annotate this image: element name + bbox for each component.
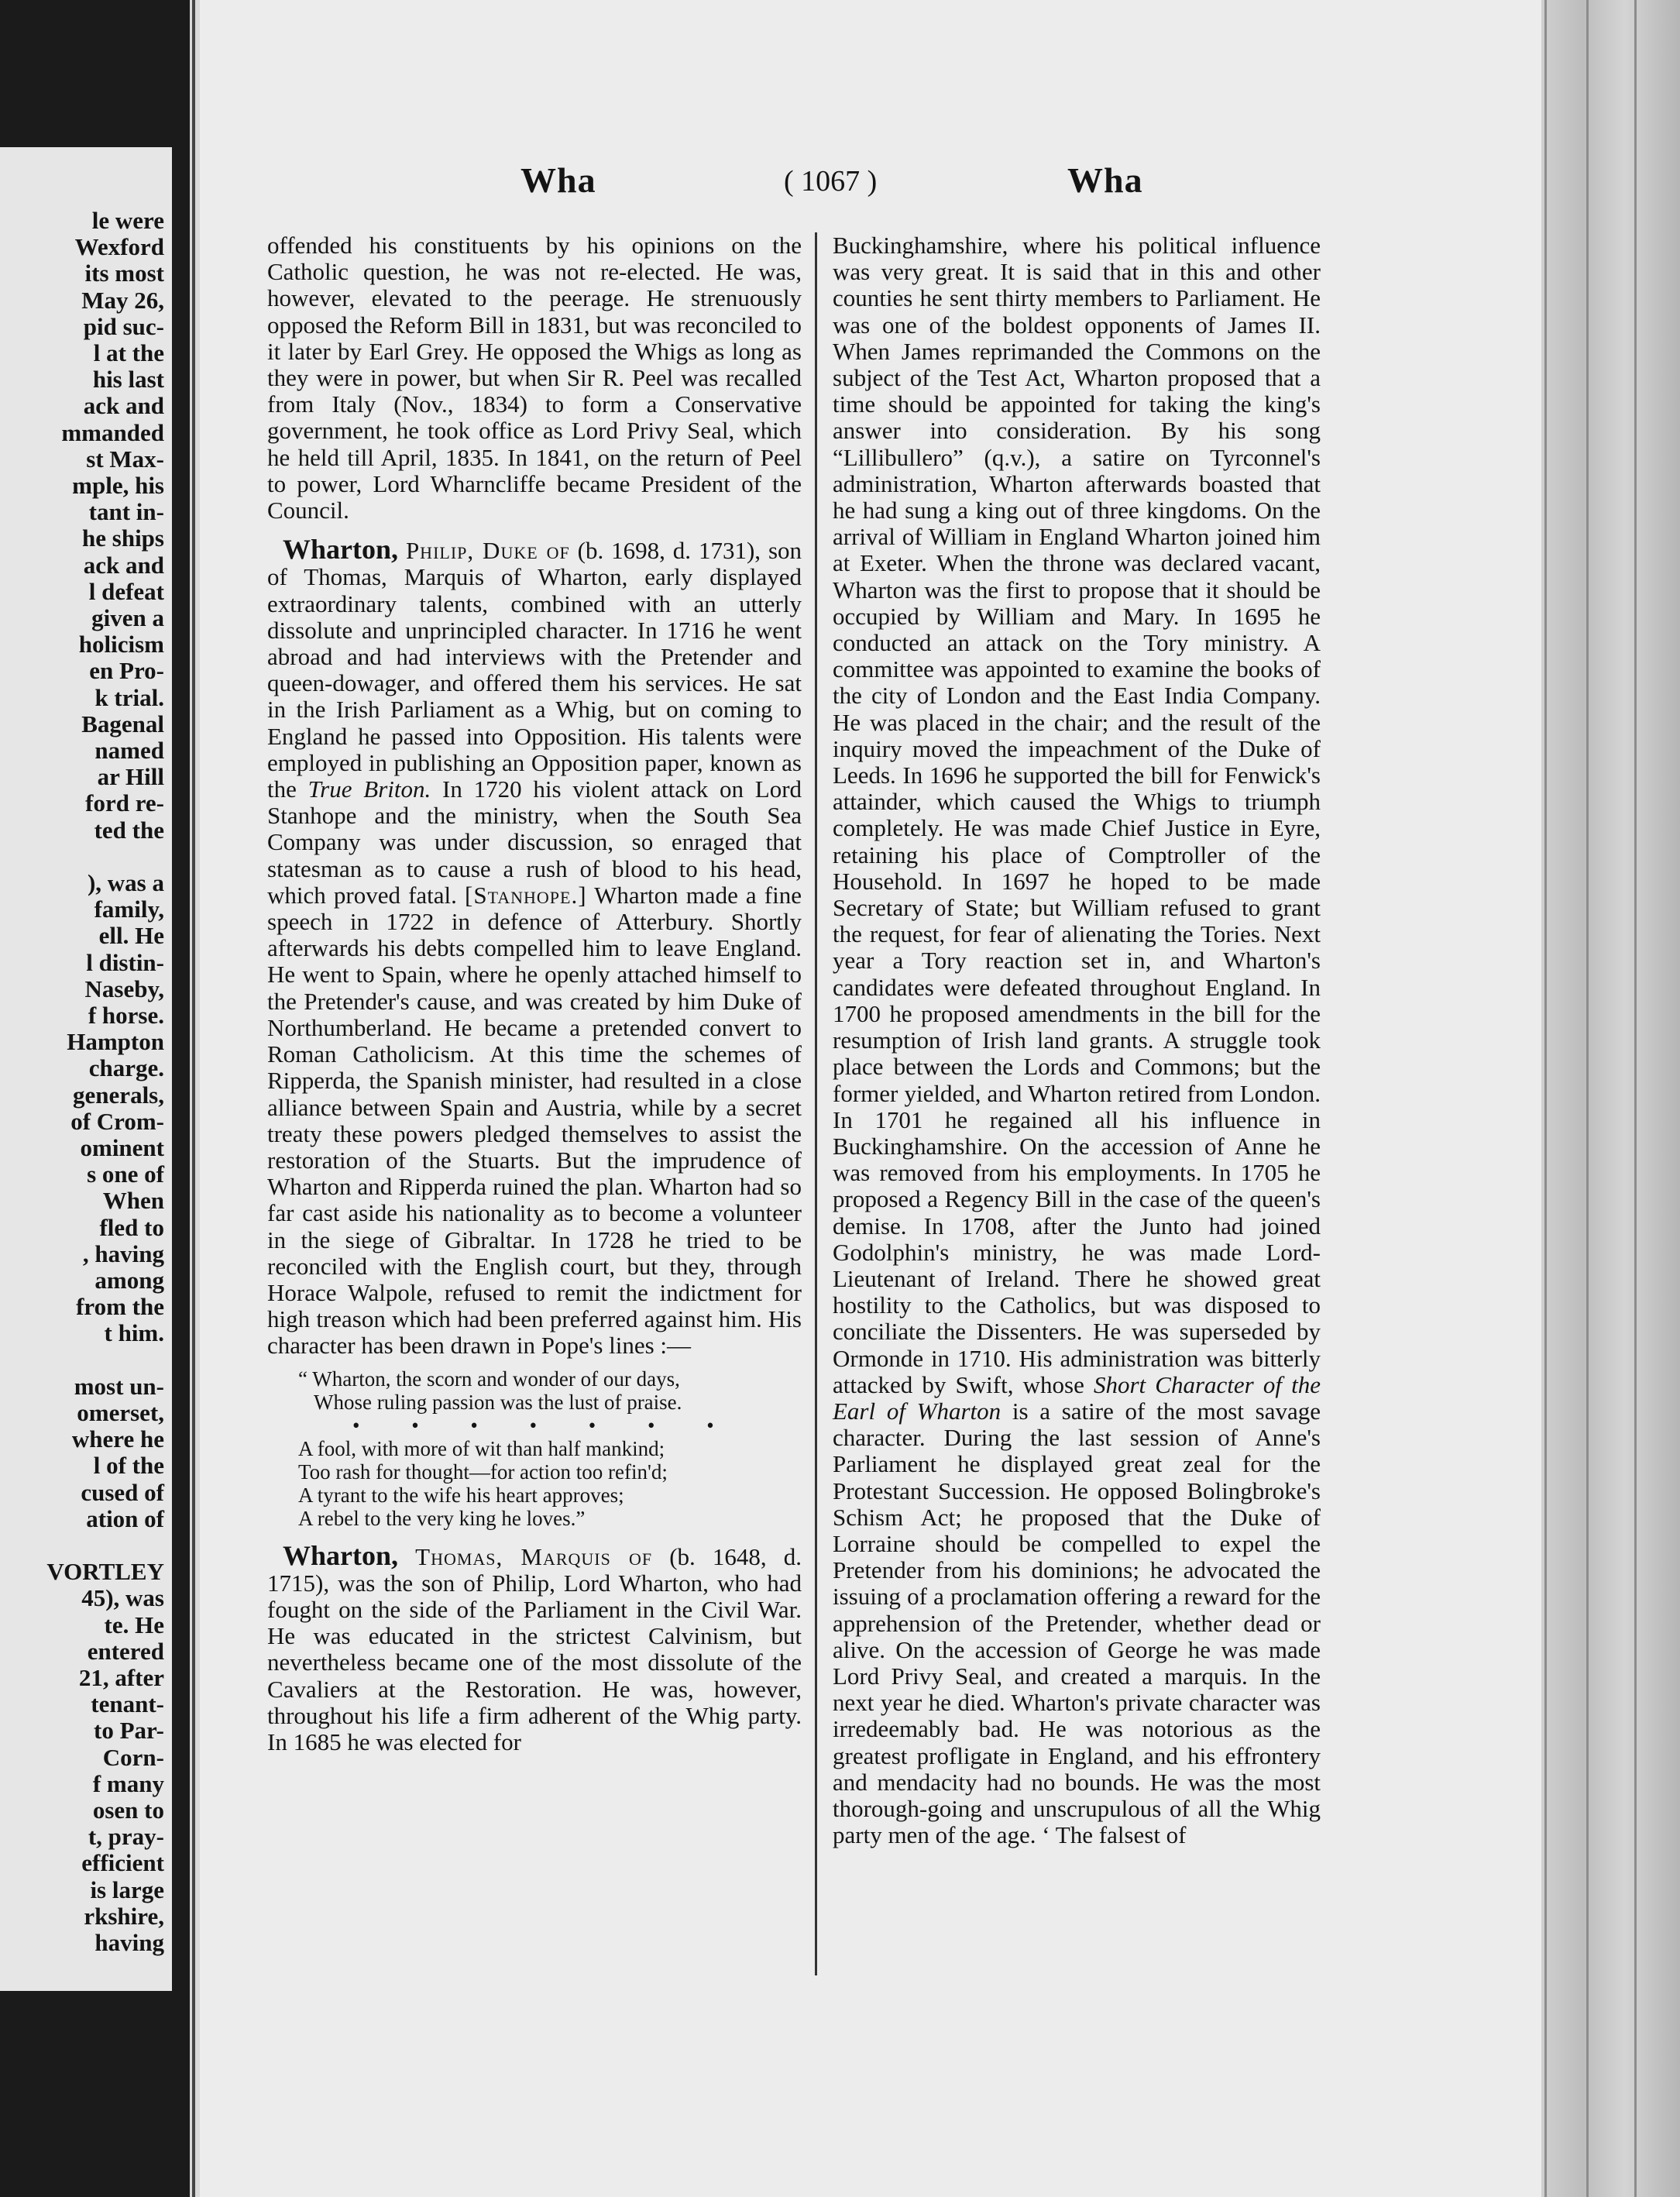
facing-page-line: tenant- bbox=[91, 1690, 164, 1718]
facing-page-line: having bbox=[94, 1929, 164, 1956]
swift-work-title: Short Character of the Earl of Wharton bbox=[833, 1370, 1321, 1425]
facing-page-line: s one of bbox=[87, 1160, 164, 1188]
facing-page-line: named bbox=[94, 737, 164, 764]
verse-line: A tyrant to the wife his heart approves; bbox=[298, 1483, 624, 1507]
paper-title: True Briton. bbox=[307, 775, 431, 803]
facing-page-line: tant in- bbox=[88, 498, 164, 526]
entry-text: was the son of Philip, Lord Wharton, who had fought on the side of the Parliament in the Civil War. He was educated in the strictest Calvinism, but nevertheless became one of the most dissolute of the Cavaliers at the Restoration. He was, however, throughout his life a firm adherent of the Whig party. In 1685 he was elected for bbox=[267, 1569, 802, 1755]
facing-page-line: Naseby, bbox=[84, 975, 164, 1002]
verse-line: A fool, with more of wit than half mankind; bbox=[298, 1436, 665, 1460]
facing-page-line: ack and bbox=[83, 551, 164, 579]
facing-page-line: where he bbox=[71, 1425, 164, 1453]
facing-page-line: Hampton bbox=[67, 1028, 164, 1056]
facing-page-line: of Crom- bbox=[70, 1107, 164, 1135]
facing-page-line: ell. He bbox=[98, 922, 164, 950]
entry-text: Buckinghamshire, where his political influence was very great. It is said that in this and other counties he sent thirty members to Parliament. He was one of the boldest opponents of James II. When James reprimanded the Commons on the subject of the Test Act, Wharton proposed that a time should be appointed for taking the king's answer into consideration. By his song “Lillibullero” (q.v.), a satire on Tyrconnel's administration, Wharton afterwards boasted that he had sung a king out of three kingdoms. On the arrival of William in England Wharton joined him at Exeter. When the throne was declared vacant, Wharton was the first to propose that it should be occupied by William and Mary. In 1695 he conducted an attack on the Tory ministry. A committee was appointed to examine the books of the city of London and the East India Company. He was placed in the chair; and the result of the inquiry moved the impeachment of the Duke of Leeds. In 1696 he supported the bill for Fenwick's attainder, which caused the Whigs to triumph completely. He was made Chief Justice in Eyre, retaining his place of Comptroller of the Household. In 1697 he hoped to be made Secretary of State; but William refused to grant the request, for fear of alienating the Tories. Next year a Tory reaction set in, and Wharton's candidates were defeated throughout England. In 1700 he proposed amendments in the bill for the resumption of Irish land grants. A struggle took place between the Lords and Commons; but the former yielded, and Wharton retired from London. In 1701 he regained all his influence in Buckinghamshire. On the accession of Anne he was removed from his employments. In 1705 he proposed a Regency Bill in the case of the queen's demise. In 1708, after the Junto had joined Godolphin's ministry, he was made Lord-Lieutenant of Ireland. There he showed great hostility to the Catholics, but was disposed to conciliate the Dissenters. He was superseded by Ormonde in 1710. His administration was bitterly attacked by Swift, whose bbox=[833, 232, 1321, 1398]
facing-page-line: te. He bbox=[104, 1611, 164, 1638]
column-divider bbox=[815, 232, 817, 1975]
facing-page-line: to Par- bbox=[94, 1717, 164, 1745]
verse-line: “ Wharton, the scorn and wonder of our days, bbox=[298, 1367, 680, 1391]
facing-page-line: ford re- bbox=[85, 789, 164, 817]
verse-line: A rebel to the very king he loves.” bbox=[298, 1506, 586, 1530]
facing-page-line: ominent bbox=[80, 1134, 164, 1161]
facing-page-line: st Max- bbox=[86, 445, 164, 473]
facing-page-line: given a bbox=[91, 604, 164, 631]
facing-page-line: entered bbox=[87, 1637, 164, 1665]
pope-verse bbox=[298, 1367, 802, 1530]
entry-dates: (b. 1698, d. 1731), bbox=[577, 537, 761, 565]
facing-page-line: cused of bbox=[81, 1478, 164, 1506]
facing-page-line: his last bbox=[92, 366, 164, 394]
facing-page-line: is large bbox=[90, 1876, 164, 1903]
facing-page-line: he ships bbox=[82, 524, 164, 552]
running-head-left: Wha bbox=[520, 160, 596, 200]
entry-text: is a satire of the most savage character. During the last session of Anne's Parliament he displayed great zeal for the Protestant Succession. He opposed Bolingbroke's Schism Act; he proposed that the Duke of Lorraine should be compelled to expel the Pretender from his dominions; he advocated the issuing of a proclamation offering a reward for the apprehension of the Pretender, whether dead or alive. On the accession of George he was made Lord Privy Seal, and created a marquis. In the next year he died. Wharton's private character was irredeemably bad. He was notorious as the greatest profligate in England, and his effrontery and mendacity had no bounds. He was the most thorough-going and unscrupulous of all the Whig party men of the age. ‘ The falsest of bbox=[833, 1397, 1321, 1849]
entry-headword: Wharton, bbox=[283, 1539, 399, 1571]
facing-page-line: osen to bbox=[92, 1796, 164, 1824]
entry-text: Wharton made a fine speech in 1722 in defence of Atterbury. Shortly afterwards his debts compelled him to leave England. He went to Spain, where he openly attached himself to the Pretender's cause, and was created by him Duke of Northumberland. He became a pretended convert to Roman Catholicism. At this time the schemes of Ripperda, the Spanish minister, had resulted in a close alliance between Spain and Austria, while by a secret treaty these powers pledged themselves to assist the restoration of the Stuarts. But the imprudence of Wharton and Ripperda ruined the plan. Wharton had so far cast aside his nationality as to become a volunteer in the siege of Gibraltar. In 1728 he tried to be reconciled with the English court, but they, through Horace Walpole, refused to remit the indictment for high treason which had been preferred against him. His character has been drawn in Pope's lines :— bbox=[267, 881, 802, 1360]
facing-page-line: holicism bbox=[78, 631, 164, 658]
facing-page-line: l of the bbox=[93, 1452, 164, 1480]
page-number: ( 1067 ) bbox=[784, 165, 878, 198]
page-gutter bbox=[192, 0, 195, 2197]
facing-page-line: ted the bbox=[94, 816, 164, 844]
facing-page-line: from the bbox=[76, 1293, 164, 1321]
facing-page-line: omerset, bbox=[77, 1399, 164, 1426]
entry-thomas-continued bbox=[833, 232, 1321, 1848]
verse-ellipsis: • • • • • • • bbox=[352, 1413, 737, 1437]
entry-title: Thomas, Marquis of bbox=[415, 1542, 653, 1570]
facing-page-line: ar Hill bbox=[97, 763, 164, 791]
facing-page-line: , having bbox=[82, 1239, 164, 1267]
facing-page-line: l at the bbox=[93, 339, 164, 366]
cross-reference: [Stanhope.] bbox=[465, 881, 587, 909]
facing-page-line: family, bbox=[94, 896, 164, 923]
facing-page-line: among bbox=[94, 1267, 164, 1294]
facing-page-line: mple, his bbox=[72, 472, 164, 499]
facing-page-line: 45), was bbox=[81, 1584, 164, 1612]
facing-page-line: ), was a bbox=[87, 869, 164, 896]
facing-page-line: VORTLEY bbox=[46, 1558, 164, 1586]
facing-page-line: mmanded bbox=[61, 418, 164, 446]
facing-page-line: k trial. bbox=[94, 683, 164, 711]
facing-page-line: f horse. bbox=[88, 1002, 164, 1029]
verse-line: Whose ruling passion was the lust of praise. bbox=[314, 1390, 682, 1414]
entry-thomas-wharton bbox=[267, 1539, 802, 1756]
facing-page-line: Corn- bbox=[102, 1743, 164, 1771]
facing-page-line: le were bbox=[91, 207, 164, 234]
entry-dates: (b. 1648, d. 1715), bbox=[267, 1542, 802, 1597]
running-head-right: Wha bbox=[1067, 160, 1143, 200]
facing-page-line: pid suc- bbox=[83, 312, 164, 340]
left-column bbox=[267, 232, 802, 1755]
facing-page-line: ack and bbox=[83, 392, 164, 420]
facing-page-line: f many bbox=[92, 1769, 164, 1797]
entry-headword: Wharton, bbox=[283, 534, 399, 566]
paragraph-wharncliffe-end: offended his constituents by his opinions on the Catholic question, he was not re-elected. He was, however, elevated to the peerage. He strenuously opposed the Reform Bill in 1831, but was reconciled to it later by Earl Grey. He opposed the Whigs as long as they were in power, but when Sir R. Peel was recalled from Italy (Nov., 1834) to form a Conservative government, he took office as Lord Privy Seal, which he held till April, 1835. In 1841, on the return of Peel to power, Lord Wharncliffe became President of the Council. bbox=[267, 232, 802, 524]
facing-page-line: generals, bbox=[73, 1081, 164, 1109]
facing-page-line: Wexford bbox=[74, 233, 164, 261]
facing-page-line: en Pro- bbox=[89, 657, 164, 685]
facing-page-line: l distin- bbox=[86, 948, 164, 976]
facing-page-line: l defeat bbox=[88, 577, 164, 605]
facing-page-line: ation of bbox=[86, 1504, 164, 1532]
facing-page-line: rkshire, bbox=[84, 1902, 164, 1930]
book-edge bbox=[1541, 0, 1680, 2197]
facing-page-fragment bbox=[0, 147, 172, 1991]
facing-page-line: May 26, bbox=[81, 286, 164, 314]
verse-line: Too rash for thought—for action too refin'd; bbox=[298, 1460, 668, 1484]
facing-page-line: When bbox=[102, 1187, 164, 1215]
facing-page-line: charge. bbox=[88, 1054, 164, 1082]
facing-page-line: fled to bbox=[99, 1213, 164, 1241]
facing-page-line: its most bbox=[84, 260, 164, 287]
facing-page-line: 21, after bbox=[78, 1664, 164, 1691]
facing-page-line: most un- bbox=[74, 1372, 164, 1400]
entry-philip-wharton bbox=[267, 536, 802, 1359]
right-column bbox=[833, 232, 1321, 1848]
facing-page-line: t, pray- bbox=[88, 1823, 164, 1851]
facing-page-line: t him. bbox=[104, 1319, 164, 1347]
entry-title: Philip, Duke of bbox=[405, 537, 570, 565]
entry-text: son of Thomas, Marquis of Wharton, early displayed extraordinary talents, combined with an utterly dissolute and unprincipled character. In 1716 he went abroad and had interviews with the Pretender and queen-dowager, and offered them his services. He sat in the Irish Parliament as a Whig, but on coming to England he passed into Opposition. His talents were employed in publishing an Opposition paper, known as the bbox=[267, 537, 802, 803]
facing-page-line: Bagenal bbox=[81, 710, 164, 737]
entry-text: In 1720 his violent attack on Lord Stanhope and the ministry, when the South Sea Company was under discussion, so enraged that statesman as to cause a rush of blood to his head, which proved fatal. bbox=[267, 775, 802, 909]
facing-page-line: efficient bbox=[81, 1849, 164, 1877]
